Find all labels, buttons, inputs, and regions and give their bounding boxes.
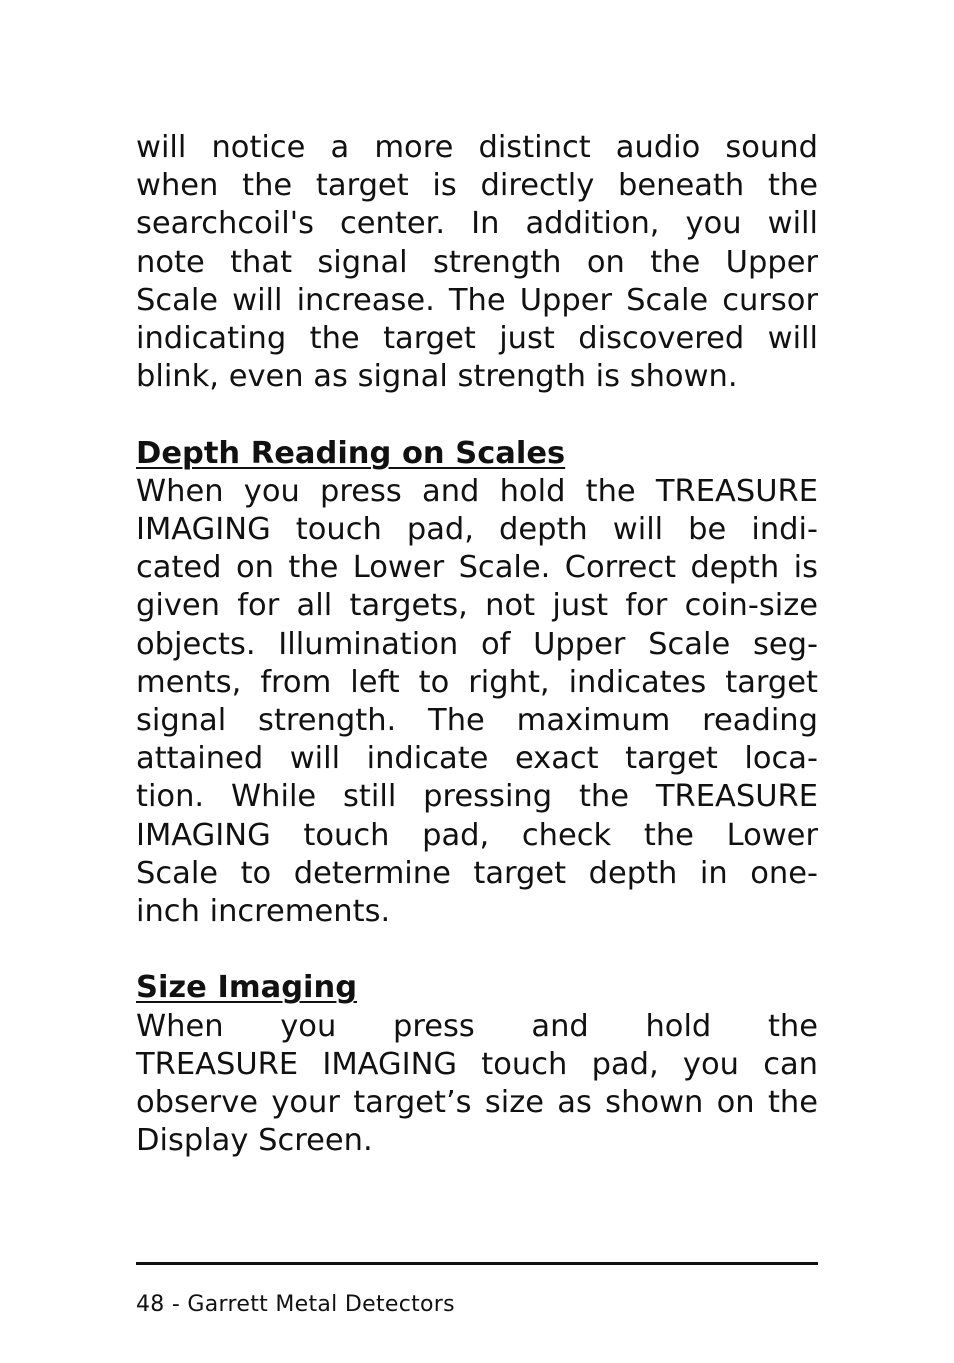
text-line: cated on the Lower Scale. Correct depth is <box>136 550 818 586</box>
page-body <box>136 129 818 1160</box>
text-line: when the target is directly beneath the <box>136 168 818 204</box>
text-line: IMAGING touch pad, check the Lower <box>136 817 818 853</box>
text-line: Scale will increase. The Upper Scale cursor <box>136 282 818 318</box>
text-line: TREASURE IMAGING touch pad, you can <box>136 1046 818 1082</box>
text-line: Display Screen. <box>136 1123 373 1159</box>
size-imaging-paragraph <box>136 1008 818 1161</box>
text-line: signal strength. The maximum reading <box>136 703 818 739</box>
text-line: will notice a more distinct audio sound <box>136 130 818 165</box>
text-line: When you press and hold the TREASURE <box>136 473 818 509</box>
text-line: indicating the target just discovered will <box>136 321 818 357</box>
section-heading-depth-reading: Depth Reading on Scales <box>136 435 566 471</box>
text-line: note that signal strength on the Upper <box>136 244 818 280</box>
page-footer: 48 - Garrett Metal Detectors <box>136 1292 455 1317</box>
text-line: given for all targets, not just for coin-size <box>136 588 818 624</box>
text-line: IMAGING touch pad, depth will be indi- <box>136 512 818 548</box>
depth-reading-paragraph <box>136 473 818 931</box>
text-line: objects. Illumination of Upper Scale seg- <box>136 626 818 662</box>
text-line: When you press and hold the <box>136 1008 818 1044</box>
text-line: ments, from left to right, indicates target <box>136 664 818 700</box>
text-line: tion. While still pressing the TREASURE <box>136 779 818 815</box>
section-heading-size-imaging: Size Imaging <box>136 970 358 1006</box>
text-line: attained will indicate exact target loca- <box>136 741 818 777</box>
footer-divider <box>136 1262 818 1265</box>
intro-paragraph <box>136 129 818 396</box>
text-line: inch increments. <box>136 894 391 930</box>
text-line: searchcoil's center. In addition, you will <box>136 206 818 242</box>
text-line: blink, even as signal strength is shown. <box>136 359 738 395</box>
text-line: observe your target’s size as shown on the <box>136 1085 818 1121</box>
text-line: Scale to determine target depth in one- <box>136 855 818 891</box>
